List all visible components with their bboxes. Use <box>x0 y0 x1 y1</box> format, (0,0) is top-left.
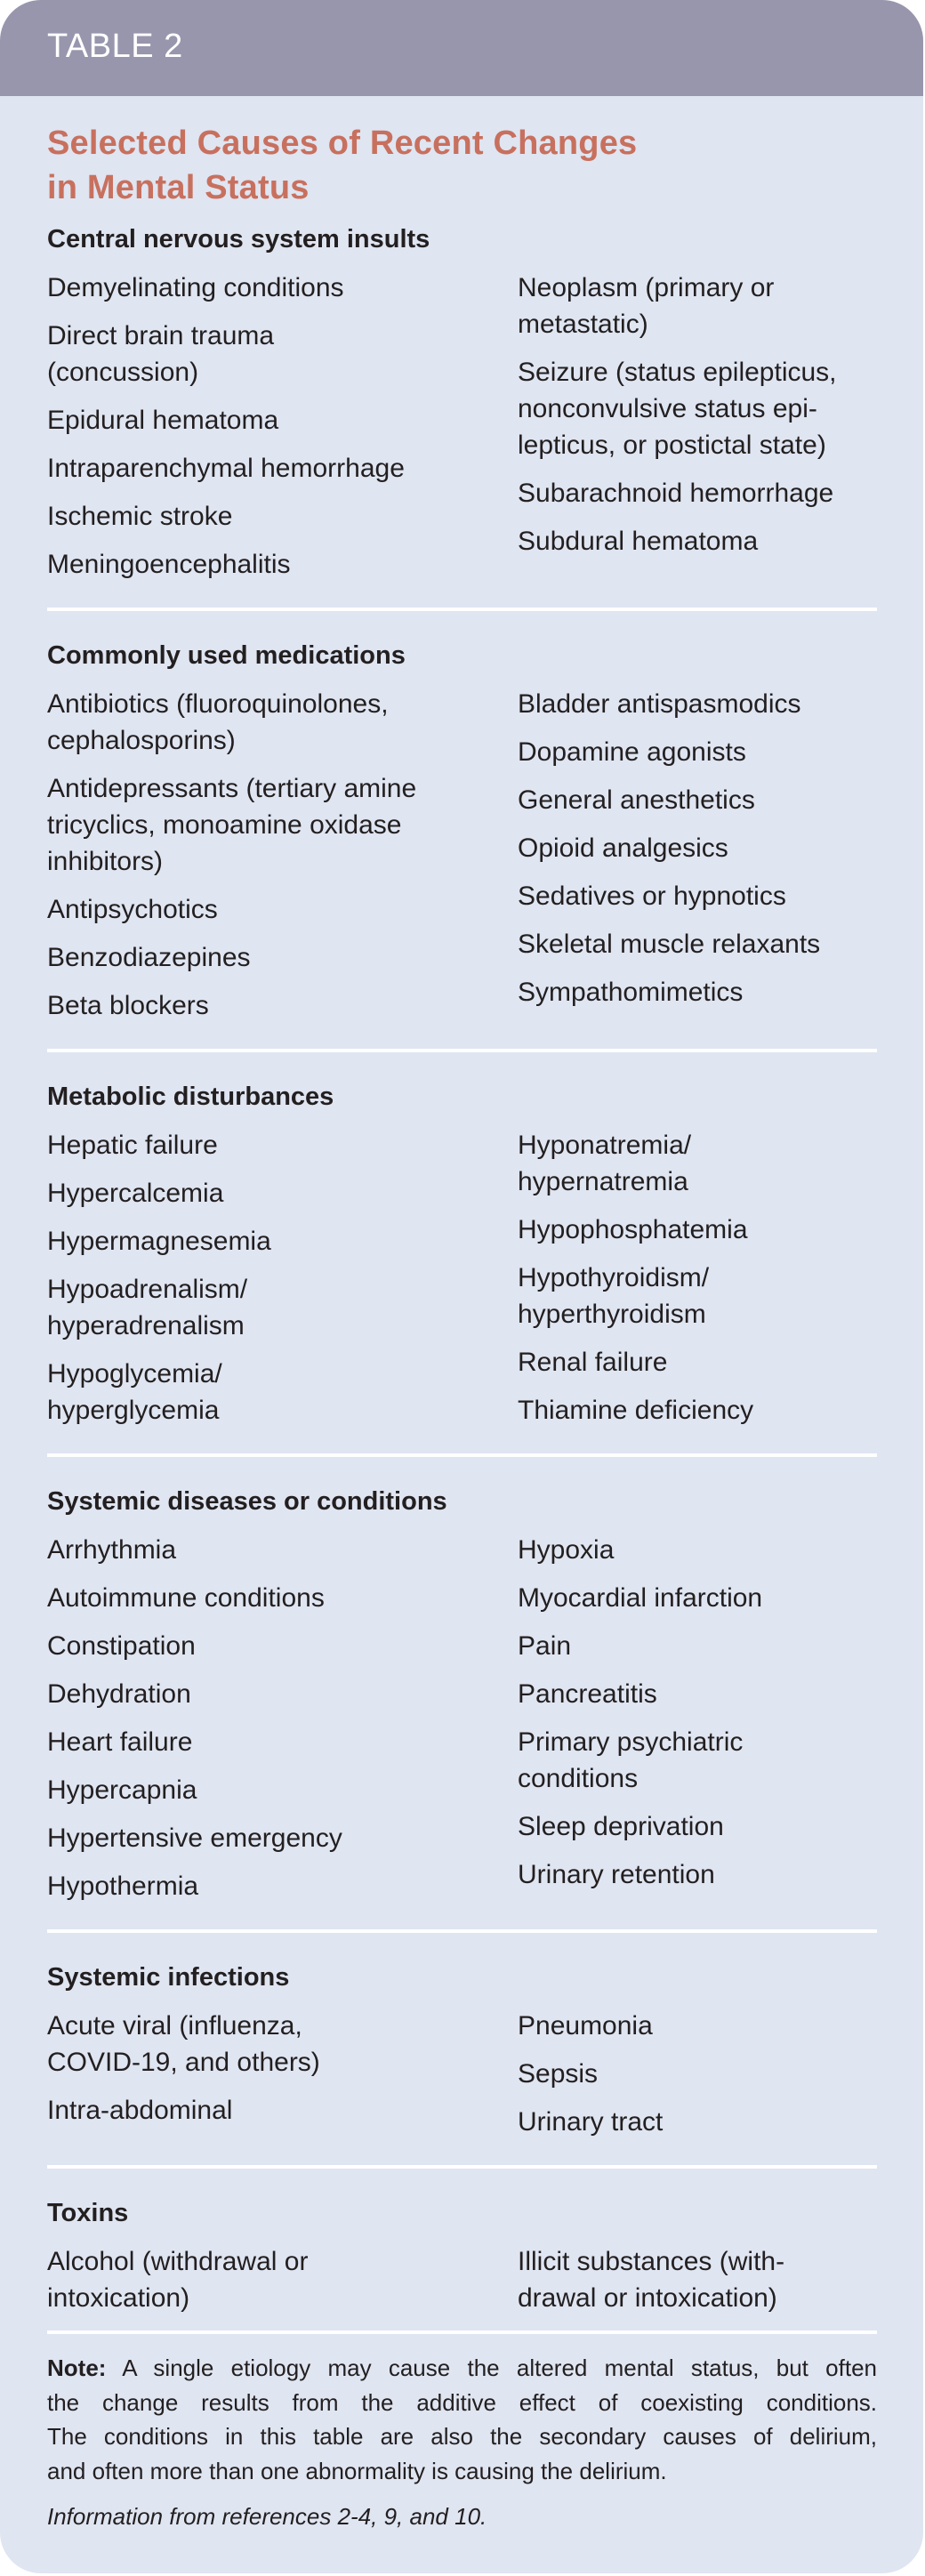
cause-item <box>518 734 877 770</box>
cause-item <box>518 2104 877 2140</box>
cause-item-line: nonconvulsive status epi- <box>518 394 817 423</box>
table-note <box>47 2334 877 2488</box>
cause-item-line: Hypoadrenalism/ <box>47 1275 248 1304</box>
table-content <box>0 96 923 2533</box>
cause-item-line: drawal or intoxication) <box>518 2283 777 2313</box>
cause-item <box>518 1344 877 1381</box>
cause-item <box>518 2056 877 2092</box>
cause-item-line: hyperthyroidism <box>518 1300 706 1329</box>
note-line: the change results from the additive effect of coexisting conditions. <box>47 2388 877 2416</box>
cause-item <box>518 1724 877 1797</box>
cause-item-line: cephalosporins) <box>47 726 236 755</box>
cause-item-line: hyperadrenalism <box>47 1311 245 1340</box>
cause-item-line: conditions <box>518 1764 639 1793</box>
right-column <box>518 674 877 1024</box>
section-heading: Commonly used medications <box>47 641 406 670</box>
cause-item-line: Sleep deprivation <box>518 1812 724 1841</box>
cause-item-line: Antibiotics (fluoroquinolones, <box>47 689 389 719</box>
source-citation: Information from references 2-4, 9, and 10. <box>47 2503 487 2530</box>
left-column <box>47 2232 518 2316</box>
cause-item <box>47 1724 518 1760</box>
section-heading: Central nervous system insults <box>47 225 430 254</box>
cause-item-line: Hypertensive emergency <box>47 1823 342 1853</box>
right-column <box>518 258 877 583</box>
cause-item <box>518 1212 877 1248</box>
cause-item-line: Urinary tract <box>518 2107 664 2137</box>
cause-item-line: (concussion) <box>47 358 199 387</box>
cause-item-line: Urinary retention <box>518 1860 715 1889</box>
cause-item <box>47 1175 518 1212</box>
cause-sections <box>47 210 877 2334</box>
cause-item-line: inhibitors) <box>47 847 164 876</box>
cause-item-line: Hypoglycemia/ <box>47 1359 222 1389</box>
right-column <box>518 1520 877 1904</box>
cause-item-line: Dehydration <box>47 1679 191 1709</box>
table-title-line: in Mental Status <box>47 169 310 206</box>
cause-item <box>518 2243 877 2316</box>
cause-item <box>518 1392 877 1429</box>
cause-item-line: lepticus, or postictal state) <box>518 431 826 460</box>
cause-item <box>47 1532 518 1568</box>
cause-item <box>518 830 877 866</box>
cause-item <box>47 2008 518 2081</box>
cause-item <box>518 782 877 818</box>
cause-item <box>518 1856 877 1893</box>
cause-item-line: Direct brain trauma <box>47 321 275 350</box>
cause-item <box>47 1868 518 1904</box>
cause-item <box>518 354 877 463</box>
cause-item-line: Antipsychotics <box>47 895 218 924</box>
cause-item <box>518 475 877 511</box>
cause-item-line: Hyponatremia/ <box>518 1131 692 1160</box>
left-column <box>47 674 518 1024</box>
note-line: and often more than one abnormality is causing the delirium. <box>47 2457 667 2484</box>
section-heading: Systemic infections <box>47 1963 290 1992</box>
cause-item <box>518 1628 877 1664</box>
cause-item <box>518 523 877 559</box>
cause-item-line: Arrhythmia <box>47 1535 177 1565</box>
section-columns <box>47 674 877 1024</box>
section-columns <box>47 1520 877 1904</box>
cause-item-line: Meningoencephalitis <box>47 550 291 579</box>
cause-item <box>47 270 518 306</box>
cause-item-line: hypernatremia <box>518 1167 688 1196</box>
note-line <box>47 2351 877 2386</box>
cause-item-line: Heart failure <box>47 1727 193 1757</box>
cause-item-line: Pain <box>518 1631 572 1661</box>
section-columns <box>47 1996 877 2140</box>
table-number-label: TABLE 2 <box>47 28 183 65</box>
cause-item-line: Sympathomimetics <box>518 978 744 1007</box>
cause-item-line: Alcohol (withdrawal or <box>47 2247 309 2276</box>
cause-item-line: Benzodiazepines <box>47 943 251 972</box>
cause-item <box>518 926 877 962</box>
cause-item-line: Epidural hematoma <box>47 406 279 435</box>
cause-item-line: Subdural hematoma <box>518 527 759 556</box>
cause-item-line: metastatic) <box>518 310 648 339</box>
cause-item <box>47 891 518 928</box>
cause-item <box>518 2008 877 2044</box>
cause-item-line: Hypothermia <box>47 1872 199 1901</box>
table-title <box>47 96 877 210</box>
cause-item <box>47 402 518 439</box>
cause-item <box>47 1127 518 1163</box>
cause-item-line: Hypermagnesemia <box>47 1227 271 1256</box>
cause-item <box>518 1127 877 1200</box>
cause-item-line: Acute viral (influenza, <box>47 2011 302 2041</box>
cause-item <box>47 1356 518 1429</box>
cause-item <box>47 1223 518 1260</box>
cause-item-line: Antidepressants (tertiary amine <box>47 774 417 803</box>
cause-item-line: Pancreatitis <box>518 1679 657 1709</box>
cause-section <box>47 611 877 1049</box>
cause-item <box>518 270 877 342</box>
section-heading: Systemic diseases or conditions <box>47 1487 447 1516</box>
cause-item-line: intoxication) <box>47 2283 190 2313</box>
cause-item <box>518 1808 877 1845</box>
cause-item-line: hyperglycemia <box>47 1396 220 1425</box>
cause-section <box>47 1933 877 2165</box>
cause-item-line: General anesthetics <box>518 785 755 815</box>
cause-item <box>518 1676 877 1712</box>
cause-item-line: Autoimmune conditions <box>47 1583 325 1613</box>
cause-item-line: tricyclics, monoamine oxidase <box>47 810 402 840</box>
left-column <box>47 1996 518 2140</box>
section-heading: Toxins <box>47 2199 129 2227</box>
cause-item-line: Hypercapnia <box>47 1775 197 1805</box>
cause-item-line: Thiamine deficiency <box>518 1396 754 1425</box>
right-column <box>518 1115 877 1429</box>
section-columns <box>47 1115 877 1429</box>
cause-item-line: Neoplasm (primary or <box>518 273 775 302</box>
cause-section <box>47 210 877 608</box>
cause-item-line: Hepatic failure <box>47 1131 218 1160</box>
cause-item-line: Seizure (status epilepticus, <box>518 358 837 387</box>
cause-item <box>47 498 518 535</box>
cause-item-line: Myocardial infarction <box>518 1583 763 1613</box>
cause-item-line: Sepsis <box>518 2059 599 2089</box>
cause-item-line: Beta blockers <box>47 991 209 1020</box>
note-text: A single etiology may cause the altered mental status, but often <box>106 2355 877 2381</box>
cause-item <box>47 1820 518 1856</box>
note-line: The conditions in this table are also the secondary causes of delirium, <box>47 2423 877 2450</box>
cause-item <box>47 2243 518 2316</box>
cause-item-line: Skeletal muscle relaxants <box>518 930 821 959</box>
cause-item <box>47 1271 518 1344</box>
cause-item-line: Intra-abdominal <box>47 2096 233 2125</box>
cause-item-line: Intraparenchymal hemorrhage <box>47 454 405 483</box>
cause-item <box>47 686 518 759</box>
cause-item-line: COVID-19, and others) <box>47 2048 320 2077</box>
cause-item-line: Opioid analgesics <box>518 833 728 863</box>
section-columns <box>47 2232 877 2316</box>
cause-item <box>518 686 877 722</box>
cause-item-line: Bladder antispasmodics <box>518 689 801 719</box>
cause-item-line: Dopamine agonists <box>518 737 746 767</box>
cause-item <box>518 1532 877 1568</box>
cause-item <box>47 939 518 976</box>
cause-item <box>518 878 877 914</box>
section-columns <box>47 258 877 583</box>
cause-item-line: Hypercalcemia <box>47 1179 224 1208</box>
cause-item <box>518 974 877 1010</box>
cause-item <box>47 1628 518 1664</box>
cause-item-line: Pneumonia <box>518 2011 653 2041</box>
cause-item-line: Hypoxia <box>518 1535 615 1565</box>
cause-item-line: Illicit substances (with- <box>518 2247 785 2276</box>
cause-item-line: Subarachnoid hemorrhage <box>518 479 834 508</box>
cause-item <box>518 1260 877 1332</box>
right-column <box>518 2232 877 2316</box>
cause-item <box>47 546 518 583</box>
cause-item <box>47 1580 518 1616</box>
cause-item <box>47 1676 518 1712</box>
right-column <box>518 1996 877 2140</box>
cause-item-line: Constipation <box>47 1631 196 1661</box>
cause-item <box>47 1772 518 1808</box>
cause-item <box>518 1580 877 1616</box>
cause-item <box>47 2092 518 2129</box>
cause-item-line: Renal failure <box>518 1348 668 1377</box>
section-heading: Metabolic disturbances <box>47 1083 334 1111</box>
cause-item-line: Ischemic stroke <box>47 502 233 531</box>
cause-item <box>47 770 518 880</box>
cause-section <box>47 2169 877 2330</box>
cause-item-line: Hypothyroidism/ <box>518 1263 710 1292</box>
cause-item <box>47 987 518 1024</box>
cause-item-line: Sedatives or hypnotics <box>518 881 786 911</box>
cause-item-line: Demyelinating conditions <box>47 273 344 302</box>
cause-item-line: Primary psychiatric <box>518 1727 744 1757</box>
cause-section <box>47 1457 877 1929</box>
cause-item <box>47 450 518 487</box>
left-column <box>47 258 518 583</box>
left-column <box>47 1520 518 1904</box>
table-header-band <box>0 0 923 96</box>
table-title-line: Selected Causes of Recent Changes <box>47 125 638 162</box>
cause-section <box>47 1052 877 1453</box>
cause-item-line: Hypophosphatemia <box>518 1215 748 1244</box>
note-label: Note: <box>47 2355 107 2381</box>
cause-item <box>47 318 518 390</box>
left-column <box>47 1115 518 1429</box>
